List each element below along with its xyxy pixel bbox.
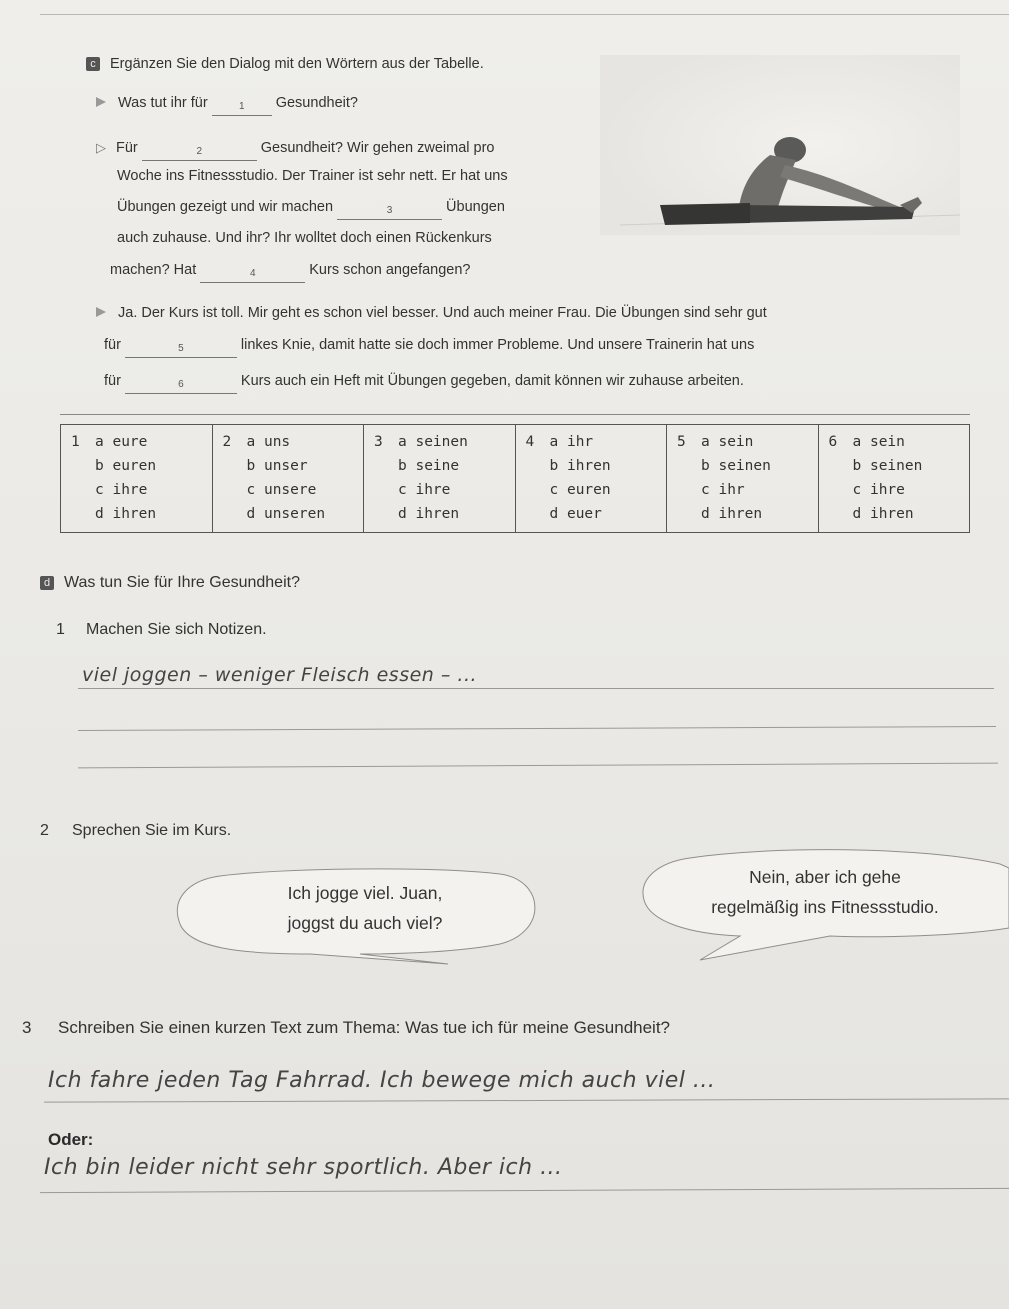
task-3-example-1: Ich fahre jeden Tag Fahrrad. Ich bewege mich auch viel ... <box>48 1068 716 1093</box>
options-cell-1: 1 a eure b euren c ihre d ihren <box>61 425 213 533</box>
writing-line <box>40 1188 1009 1193</box>
exercise-c-instruction: Ergänzen Sie den Dialog mit den Wörtern aus der Tabelle. <box>110 56 484 72</box>
options-cell-6: 6 a sein b seinen c ihre d ihren <box>818 425 970 533</box>
filled-arrow-icon <box>96 97 106 107</box>
speech-bubble-left-text: Ich jogge viel. Juan, joggst du auch viel? <box>287 883 443 933</box>
speech-bubble-right-text: Nein, aber ich gehe regelmäßig ins Fitnessstudio. <box>711 867 939 917</box>
options-cell-5: 5 a sein b seinen c ihr d ihren <box>667 425 819 533</box>
writing-line <box>78 763 998 769</box>
writing-line <box>78 726 996 731</box>
exercise-d-title: Was tun Sie für Ihre Gesundheit? <box>64 574 300 591</box>
dialog-line-6: machen? Hat 4 Kurs schon angefangen? <box>110 262 471 283</box>
woman-stretching-photo <box>600 55 960 235</box>
gap-1[interactable]: 1 <box>212 101 272 116</box>
dialog-line-2: ▷ Für 2 Gesundheit? Wir gehen zweimal pro <box>96 140 494 161</box>
exercise-c-heading <box>86 56 484 72</box>
task-3-example-2: Ich bin leider nicht sehr sportlich. Aber ich ... <box>44 1155 563 1180</box>
options-cell-3: 3 a seinen b seine c ihre d ihren <box>364 425 516 533</box>
options-cell-2: 2 a uns b unser c unsere d unseren <box>212 425 364 533</box>
dialog-line-3: Woche ins Fitnessstudio. Der Trainer ist sehr nett. Er hat uns <box>117 168 508 184</box>
writing-line <box>44 1098 1009 1102</box>
gap-5[interactable]: 5 <box>125 343 237 358</box>
gap-3[interactable]: 3 <box>337 205 442 220</box>
exercise-c-badge: c <box>86 57 100 71</box>
open-arrow-icon: ▷ <box>96 140 106 155</box>
options-table <box>60 424 970 533</box>
exercise-d-badge: d <box>40 576 54 590</box>
filled-arrow-icon <box>96 307 106 317</box>
task-1-heading: 1 Machen Sie sich Notizen. <box>56 621 267 638</box>
dialog-line-7: Ja. Der Kurs ist toll. Mir geht es schon viel besser. Und auch meiner Frau. Die Übungen sind sehr gut <box>96 305 767 321</box>
dialog-line-1: Was tut ihr für 1 Gesundheit? <box>96 95 358 116</box>
table-top-rule <box>60 414 970 415</box>
table-row <box>61 425 970 533</box>
top-rule <box>40 14 1009 15</box>
dialog-line-5: auch zuhause. Und ihr? Ihr wolltet doch einen Rückenkurs <box>117 230 492 246</box>
gap-4[interactable]: 4 <box>200 268 305 283</box>
gap-6[interactable]: 6 <box>125 379 237 394</box>
task-1-handwritten-notes: viel joggen – weniger Fleisch essen – ... <box>82 664 478 686</box>
dialog-line-8: für 5 linkes Knie, damit hatte sie doch immer Probleme. Und unsere Trainerin hat uns <box>104 337 754 358</box>
task-3-heading: 3 Schreiben Sie einen kurzen Text zum Thema: Was tue ich für meine Gesundheit? <box>22 1018 671 1037</box>
dialog-line-4: Übungen gezeigt und wir machen 3 Übungen <box>117 199 505 220</box>
oder-label: Oder: <box>48 1130 94 1149</box>
exercise-d-heading <box>40 574 300 592</box>
writing-line <box>78 688 994 689</box>
options-cell-4: 4 a ihr b ihren c euren d euer <box>515 425 667 533</box>
dialog-line-9: für 6 Kurs auch ein Heft mit Übungen gegeben, damit können wir zuhause arbeiten. <box>104 373 744 394</box>
gap-2[interactable]: 2 <box>142 146 257 161</box>
task-2-heading: 2 Sprechen Sie im Kurs. <box>40 822 232 839</box>
